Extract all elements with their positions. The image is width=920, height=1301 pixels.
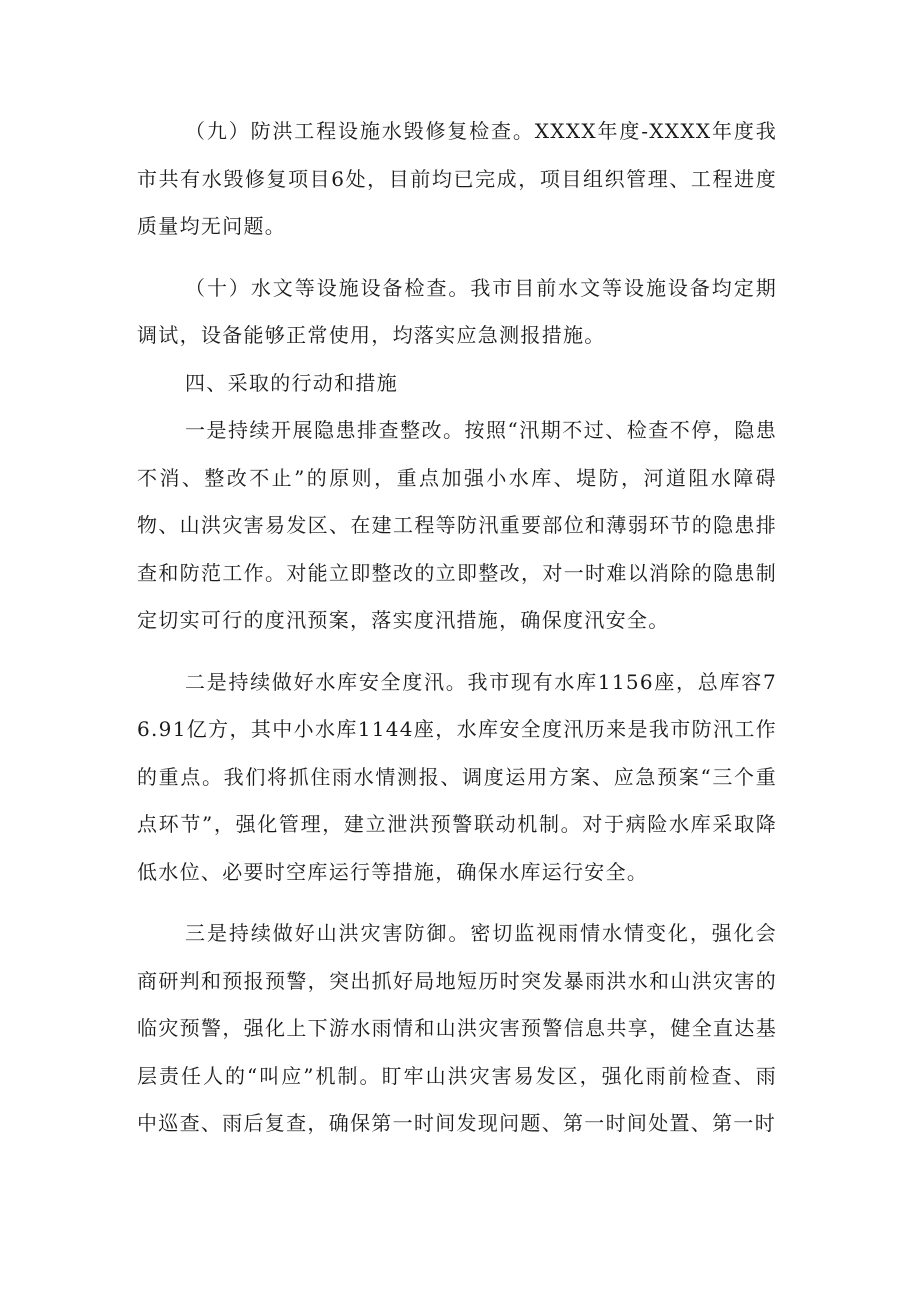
section-heading-actions: 四、采取的行动和措施 xyxy=(185,370,398,395)
paragraph-reservoir-safety: 二是持续做好水库安全度汛。我市现有水库1156座，总库容76.91亿方，其中小水库1144座，水库安全度汛历来是我市防汛工作的重点。我们将抓住雨水情测报、调度运用方案、应急预案“三个重点环节”，强化管理，建立泄洪预警联动机制。对于病险水库采取降低水位、必要时空库运行等措施，确保水库运行安全。 xyxy=(137,669,777,884)
paragraph-flood-facility-repair: （九）防洪工程设施水毁修复检查。XXXX年度-XXXX年度我市共有水毁修复项目6处，目前均已完成，项目组织管理、工程进度质量均无问题。 xyxy=(137,119,777,238)
paragraph-hazard-inspection: 一是持续开展隐患排查整改。按照“汛期不过、检查不停，隐患不消、整改不止”的原则，重点加强小水库、堤防，河道阻水障碍物、山洪灾害易发区、在建工程等防汛重要部位和薄弱环节的隐患排查和防范工作。对能立即整改的立即整改，对一时难以消除的隐患制定切实可行的度汛预案，落实度汛措施，确保度汛安全。 xyxy=(137,418,777,632)
paragraph-hydrology-equipment: （十）水文等设施设备检查。我市目前水文等设施设备均定期调试，设备能够正常使用，均落实应急测报措施。 xyxy=(137,275,777,347)
paragraph-flash-flood-defense: 三是持续做好山洪灾害防御。密切监视雨情水情变化，强化会商研判和预报预警，突出抓好局地短历时突发暴雨洪水和山洪灾害的临灾预警，强化上下游水雨情和山洪灾害预警信息共享，健全直达基层责任人的“叫应”机制。盯牢山洪灾害易发区，强化雨前检查、雨中巡查、雨后复查，确保第一时间发现问题、第一时间处置、第一时 xyxy=(137,921,777,1135)
document-page xyxy=(137,108,777,1148)
